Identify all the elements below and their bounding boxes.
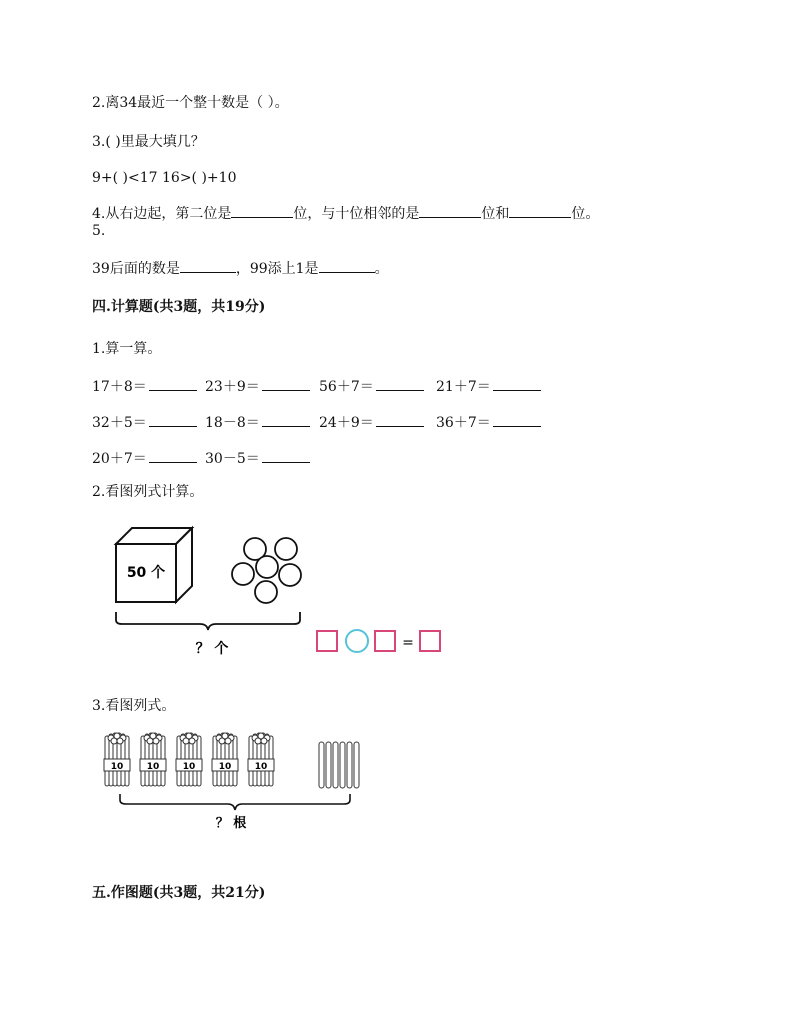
q4-suffix: 位。: [571, 206, 600, 222]
question-3: 3.( )里最大填几？: [92, 134, 205, 150]
stick-bundle-icon: [176, 733, 202, 786]
question-4: [92, 203, 599, 223]
brace-icon: [116, 612, 300, 630]
calc-expression: 36＋7＝: [436, 415, 491, 431]
answer-box[interactable]: [420, 631, 440, 651]
figure-2: [100, 520, 460, 665]
calc-item: [205, 376, 310, 396]
bundle-label: 10: [218, 762, 232, 772]
bundle-label: 10: [182, 762, 196, 772]
figure-3-title: 3.看图列式。: [92, 698, 176, 714]
equals-sign: =: [402, 635, 414, 651]
calc-item: [92, 448, 197, 468]
bundle-label: 10: [254, 762, 268, 772]
answer-box[interactable]: [317, 631, 337, 651]
calc-answer-blank[interactable]: [376, 376, 424, 391]
circle-icon: [232, 563, 254, 585]
calc-expression: 32＋5＝: [92, 415, 147, 431]
cube-label: 50 个: [126, 565, 166, 581]
calc-expression: 30－5＝: [205, 451, 260, 467]
calc-item: [319, 412, 424, 432]
stick-bundle-icon: [140, 733, 166, 786]
question-2: 2.离34最近一个整十数是（ ）。: [92, 95, 289, 111]
section-5-title: 五.作图题(共3题，共21分): [92, 885, 266, 901]
brace-icon: [120, 794, 350, 810]
question-3-items: 9+( )<17 16>( )+10: [92, 170, 237, 186]
calc-answer-blank[interactable]: [149, 448, 197, 463]
stick-bundle-icon: [248, 733, 274, 786]
calc-expression: 20＋7＝: [92, 451, 147, 467]
calc-item: [92, 376, 197, 396]
bundle-label: 10: [146, 762, 160, 772]
q4-prefix: 4.从右边起，第二位是: [92, 206, 232, 222]
calc-answer-blank[interactable]: [149, 412, 197, 427]
circle-icon: [256, 556, 278, 578]
q4-blank-1[interactable]: [231, 203, 293, 218]
circle-icon: [275, 538, 297, 560]
q5-prefix: 39后面的数是: [92, 261, 180, 277]
calc-expression: 17＋8＝: [92, 379, 147, 395]
single-sticks-icon: [319, 742, 359, 788]
stick-bundle-icon: [212, 733, 238, 786]
calc-answer-blank[interactable]: [376, 412, 424, 427]
q4-blank-2[interactable]: [419, 203, 481, 218]
calc-expression: 18－8＝: [205, 415, 260, 431]
q5-blank-1[interactable]: [180, 258, 236, 273]
calc-answer-blank[interactable]: [262, 448, 310, 463]
figure-3: [100, 730, 380, 835]
answer-box[interactable]: [375, 631, 395, 651]
q4-mid1: 位，与十位相邻的是: [293, 206, 420, 222]
circle-icon: [279, 564, 301, 586]
q4-blank-3[interactable]: [509, 203, 571, 218]
q5-blank-2[interactable]: [319, 258, 375, 273]
calc-item: [92, 412, 197, 432]
calc-expression: 24＋9＝: [319, 415, 374, 431]
bundle-label: 10: [110, 762, 124, 772]
question-5-number: 5.: [92, 223, 106, 239]
circle-group: [232, 538, 301, 603]
question-5: [92, 258, 389, 278]
stick-bundle-icon: [104, 733, 130, 786]
calc-answer-blank[interactable]: [262, 412, 310, 427]
calc-answer-blank[interactable]: [149, 376, 197, 391]
calc-item: [205, 412, 310, 432]
calc-item: [319, 376, 424, 396]
q5-suffix: 。: [374, 261, 389, 277]
calc-answer-blank[interactable]: [493, 412, 541, 427]
calc-item: [436, 376, 541, 396]
calc-item: [436, 412, 541, 432]
calc-title: 1.算一算。: [92, 341, 162, 357]
calc-expression: 23＋9＝: [205, 379, 260, 395]
calc-expression: 56＋7＝: [319, 379, 374, 395]
figure-3-question-label: ？ 根: [215, 816, 247, 831]
figure-2-question-label: ？ 个: [195, 641, 229, 657]
operator-circle[interactable]: [346, 630, 368, 652]
q4-mid2: 位和: [481, 206, 510, 222]
q5-mid: ，99添上1是: [235, 261, 319, 277]
calc-answer-blank[interactable]: [493, 376, 541, 391]
calc-answer-blank[interactable]: [262, 376, 310, 391]
calc-item: [205, 448, 310, 468]
figure-2-title: 2.看图列式计算。: [92, 484, 204, 500]
circle-icon: [255, 581, 277, 603]
calc-expression: 21＋7＝: [436, 379, 491, 395]
section-4-title: 四.计算题(共3题，共19分): [92, 299, 266, 315]
